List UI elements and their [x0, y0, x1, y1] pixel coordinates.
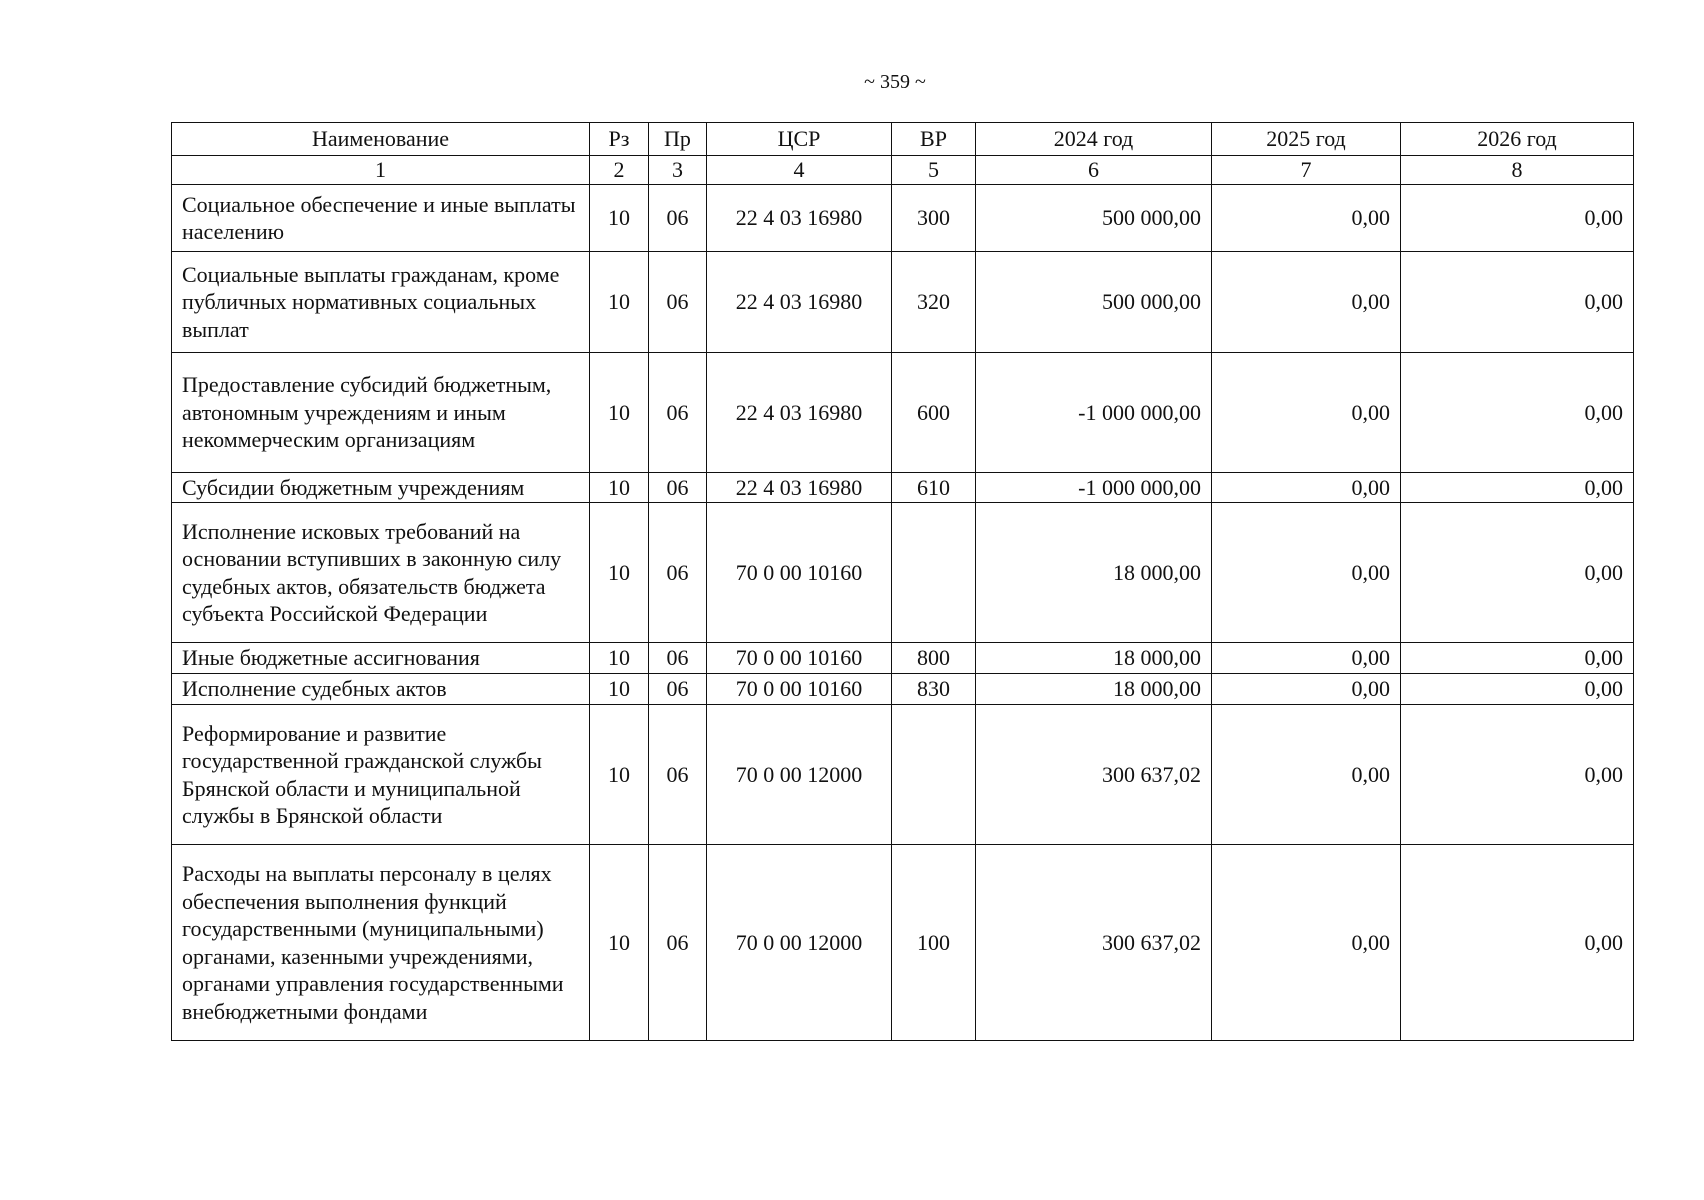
vr-cell: 610 — [892, 472, 976, 502]
amount-2024-cell: 500 000,00 — [976, 184, 1212, 251]
column-number: 5 — [892, 156, 976, 185]
rz-cell: 10 — [590, 502, 649, 642]
pr-cell: 06 — [649, 502, 707, 642]
amount-2025-cell: 0,00 — [1212, 704, 1401, 844]
pr-cell: 06 — [649, 251, 707, 352]
csr-cell: 70 0 00 10160 — [707, 502, 892, 642]
csr-cell: 22 4 03 16980 — [707, 184, 892, 251]
vr-cell — [892, 502, 976, 642]
page-number: ~ 359 ~ — [864, 71, 926, 93]
header-row — [172, 123, 1634, 156]
rz-cell: 10 — [590, 704, 649, 844]
amount-2024-cell: 18 000,00 — [976, 642, 1212, 673]
vr-cell: 830 — [892, 673, 976, 704]
csr-cell: 70 0 00 10160 — [707, 642, 892, 673]
row-name-cell: Исполнение судебных актов — [172, 673, 590, 704]
pr-cell: 06 — [649, 184, 707, 251]
amount-2025-cell: 0,00 — [1212, 472, 1401, 502]
column-number: 7 — [1212, 156, 1401, 185]
amount-2025-cell: 0,00 — [1212, 502, 1401, 642]
column-number: 8 — [1401, 156, 1634, 185]
amount-2024-cell: 300 637,02 — [976, 844, 1212, 1040]
amount-2026-cell: 0,00 — [1401, 352, 1634, 472]
table-row — [172, 352, 1634, 472]
pr-cell: 06 — [649, 844, 707, 1040]
amount-2025-cell: 0,00 — [1212, 844, 1401, 1040]
table-row — [172, 251, 1634, 352]
table-row — [172, 642, 1634, 673]
row-name-cell: Расходы на выплаты персоналу в целях обеспечения выполнения функций государственными (муниципальными) органами, казенными учреждениями, органами управления государственными внебюджетными фондами — [172, 844, 590, 1040]
row-name-cell: Социальное обеспечение и иные выплаты населению — [172, 184, 590, 251]
rz-cell: 10 — [590, 673, 649, 704]
vr-cell: 320 — [892, 251, 976, 352]
vr-cell: 600 — [892, 352, 976, 472]
row-name-cell: Реформирование и развитие государственной гражданской службы Брянской области и муниципальной службы в Брянской области — [172, 704, 590, 844]
amount-2026-cell: 0,00 — [1401, 502, 1634, 642]
pr-cell: 06 — [649, 673, 707, 704]
header-rz: Рз — [590, 123, 649, 156]
amount-2026-cell: 0,00 — [1401, 642, 1634, 673]
csr-cell: 70 0 00 12000 — [707, 844, 892, 1040]
row-name-cell: Субсидии бюджетным учреждениям — [172, 472, 590, 502]
pr-cell: 06 — [649, 704, 707, 844]
amount-2024-cell: -1 000 000,00 — [976, 472, 1212, 502]
row-name-cell: Социальные выплаты гражданам, кроме публичных нормативных социальных выплат — [172, 251, 590, 352]
vr-cell: 800 — [892, 642, 976, 673]
amount-2026-cell: 0,00 — [1401, 184, 1634, 251]
header-csr: ЦСР — [707, 123, 892, 156]
column-number: 2 — [590, 156, 649, 185]
amount-2026-cell: 0,00 — [1401, 844, 1634, 1040]
table-row — [172, 704, 1634, 844]
rz-cell: 10 — [590, 184, 649, 251]
amount-2024-cell: 500 000,00 — [976, 251, 1212, 352]
rz-cell: 10 — [590, 844, 649, 1040]
table-row — [172, 184, 1634, 251]
csr-cell: 22 4 03 16980 — [707, 352, 892, 472]
vr-cell — [892, 704, 976, 844]
amount-2025-cell: 0,00 — [1212, 673, 1401, 704]
amount-2024-cell: 18 000,00 — [976, 673, 1212, 704]
amount-2025-cell: 0,00 — [1212, 352, 1401, 472]
amount-2025-cell: 0,00 — [1212, 184, 1401, 251]
pr-cell: 06 — [649, 642, 707, 673]
column-number: 4 — [707, 156, 892, 185]
table-row — [172, 472, 1634, 502]
amount-2025-cell: 0,00 — [1212, 251, 1401, 352]
header-pr: Пр — [649, 123, 707, 156]
amount-2024-cell: -1 000 000,00 — [976, 352, 1212, 472]
column-number-row — [172, 156, 1634, 185]
header-vr: ВР — [892, 123, 976, 156]
header-name: Наименование — [172, 123, 590, 156]
pr-cell: 06 — [649, 472, 707, 502]
table-row — [172, 844, 1634, 1040]
vr-cell: 100 — [892, 844, 976, 1040]
csr-cell: 70 0 00 12000 — [707, 704, 892, 844]
column-number: 1 — [172, 156, 590, 185]
budget-table — [171, 122, 1634, 1041]
rz-cell: 10 — [590, 251, 649, 352]
csr-cell: 22 4 03 16980 — [707, 472, 892, 502]
rz-cell: 10 — [590, 352, 649, 472]
amount-2026-cell: 0,00 — [1401, 704, 1634, 844]
amount-2025-cell: 0,00 — [1212, 642, 1401, 673]
vr-cell: 300 — [892, 184, 976, 251]
header-2025: 2025 год — [1212, 123, 1401, 156]
column-number: 3 — [649, 156, 707, 185]
row-name-cell: Исполнение исковых требований на основании вступивших в законную силу судебных актов, обязательств бюджета субъекта Российской Федерации — [172, 502, 590, 642]
amount-2026-cell: 0,00 — [1401, 673, 1634, 704]
column-number: 6 — [976, 156, 1212, 185]
row-name-cell: Иные бюджетные ассигнования — [172, 642, 590, 673]
table-row — [172, 673, 1634, 704]
header-2026: 2026 год — [1401, 123, 1634, 156]
row-name-cell: Предоставление субсидий бюджетным, автономным учреждениям и иным некоммерческим организациям — [172, 352, 590, 472]
rz-cell: 10 — [590, 472, 649, 502]
header-2024: 2024 год — [976, 123, 1212, 156]
rz-cell: 10 — [590, 642, 649, 673]
amount-2026-cell: 0,00 — [1401, 472, 1634, 502]
amount-2026-cell: 0,00 — [1401, 251, 1634, 352]
amount-2024-cell: 300 637,02 — [976, 704, 1212, 844]
table-row — [172, 502, 1634, 642]
csr-cell: 70 0 00 10160 — [707, 673, 892, 704]
pr-cell: 06 — [649, 352, 707, 472]
csr-cell: 22 4 03 16980 — [707, 251, 892, 352]
amount-2024-cell: 18 000,00 — [976, 502, 1212, 642]
